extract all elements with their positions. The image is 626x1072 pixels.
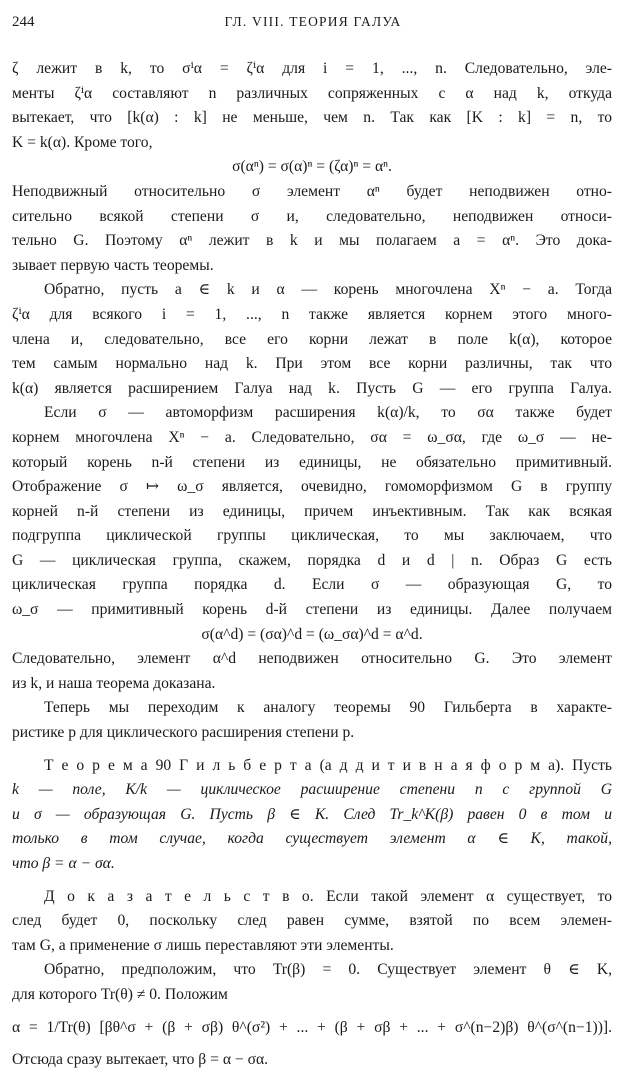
- text-line: Неподвижный относительно σ элемент αⁿ будет неподвижен отно-: [12, 182, 612, 200]
- text-line: Следовательно, элемент α^d неподвижен относительно G. Это элемент: [12, 650, 612, 668]
- text-line: σ(αⁿ) = σ(α)ⁿ = (ζα)ⁿ = αⁿ.: [232, 158, 392, 176]
- text-line: члена и, следовательно, все его корни лежат в поле k(α), которое: [12, 330, 612, 348]
- text-line: зывает первую часть теоремы.: [12, 256, 214, 274]
- text-line: из k, и наша теорема доказана.: [12, 674, 216, 692]
- text-line: ζ лежит в k, то σⁱα = ζⁱα для i = 1, ..., n. Следовательно, эле-: [12, 60, 612, 77]
- text-line: менты ζⁱα составляют n различных сопряженных с α над k, откуда: [12, 84, 612, 102]
- text-line: тем самым нормально над k. При этом все корни различны, так что: [12, 355, 612, 373]
- text-line: ω_σ — примитивный корень d-й степени из единицы. Далее получаем: [12, 601, 612, 619]
- page-number: 244: [12, 14, 35, 30]
- text-line: для которого Tr(θ) ≠ 0. Положим: [12, 985, 228, 1003]
- text-line: что β = α − σα.: [12, 855, 115, 872]
- text-line: корней n-й степени из единицы, причем инъективным. Так как всякая: [12, 502, 612, 520]
- text-line: Если σ — автоморфизм расширения k(α)/k, то σα также будет: [44, 404, 612, 422]
- text-line: след будет 0, поскольку след равен сумме, взятой по всем элемен-: [12, 912, 612, 930]
- text-line: Отсюда сразу вытекает, что β = α − σα.: [12, 1050, 269, 1068]
- text-line: Отображение σ ↦ ω_σ является, очевидно, гомоморфизмом G в группу: [12, 478, 612, 496]
- text-line: K = k(α). Кроме того,: [12, 133, 153, 151]
- text-line: α = 1/Tr(θ) [βθ^σ + (β + σβ) θ^(σ²) + ... + (β + σβ + ... + σ^(n−2)β) θ^(σ^(n−1))].: [12, 1018, 612, 1036]
- text-line: G — циклическая группа, скажем, порядка d и d | n. Образ G есть: [12, 551, 612, 569]
- text-line: тельно G. Поэтому αⁿ лежит в k и мы полагаем a = αⁿ. Это дока-: [12, 232, 612, 250]
- text-line: ζⁱα для всякого i = 1, ..., n также является корнем этого много-: [12, 305, 612, 323]
- text-line: Обратно, предположим, что Tr(β) = 0. Существует элемент θ ∈ K,: [44, 961, 612, 979]
- text-line: подгруппа циклической группы циклическая, то мы заключаем, что: [12, 527, 612, 545]
- text-line: вытекает, что [k(α) : k] не меньше, чем n. Так как [K : k] = n, то: [12, 109, 612, 127]
- text-line: только в том случае, когда существует элемент α ∈ K, такой,: [12, 830, 612, 848]
- running-header: [12, 14, 614, 36]
- text-line: k(α) является расширением Галуа над k. Пусть G — его группа Галуа.: [12, 379, 612, 397]
- text-line: Обратно, пусть a ∈ k и α — корень многочлена Xⁿ − a. Тогда: [44, 281, 612, 299]
- text-line: сительно всякой степени σ и, следовательно, неподвижен относи-: [12, 207, 612, 225]
- text-line: Т е о р е м а 90 Г и л ь б е р т а (а д д и т и в н а я ф о р м а). Пусть: [44, 756, 612, 774]
- text-line: Теперь мы переходим к аналогу теоремы 90 Гильберта в характе-: [44, 699, 612, 717]
- page-body-text: [12, 57, 612, 1072]
- text-line: k — поле, K/k — циклическое расширение степени n с группой G: [12, 781, 612, 799]
- text-line: Д о к а з а т е л ь с т в о. Если такой элемент α существует, то: [44, 887, 612, 905]
- running-title: ГЛ. VIII. ТЕОРИЯ ГАЛУА: [224, 14, 402, 29]
- text-line: ристике p для циклического расширения степени p.: [12, 724, 355, 742]
- text-line: σ(α^d) = (σα)^d = (ω_σα)^d = α^d.: [201, 625, 423, 643]
- text-line: который корень n-й степени из единицы, не обязательно примитивный.: [12, 453, 612, 471]
- text-line: там G, а применение σ лишь переставляют эти элементы.: [12, 936, 394, 954]
- text-line: корнем многочлена Xⁿ − a. Следовательно, σα = ω_σα, где ω_σ — не-: [12, 428, 612, 446]
- text-line: и σ — образующая G. Пусть β ∈ K. След Tr_k^K(β) равен 0 в том и: [12, 805, 612, 823]
- text-line: циклическая группа порядка d. Если σ — образующая G, то: [12, 576, 612, 594]
